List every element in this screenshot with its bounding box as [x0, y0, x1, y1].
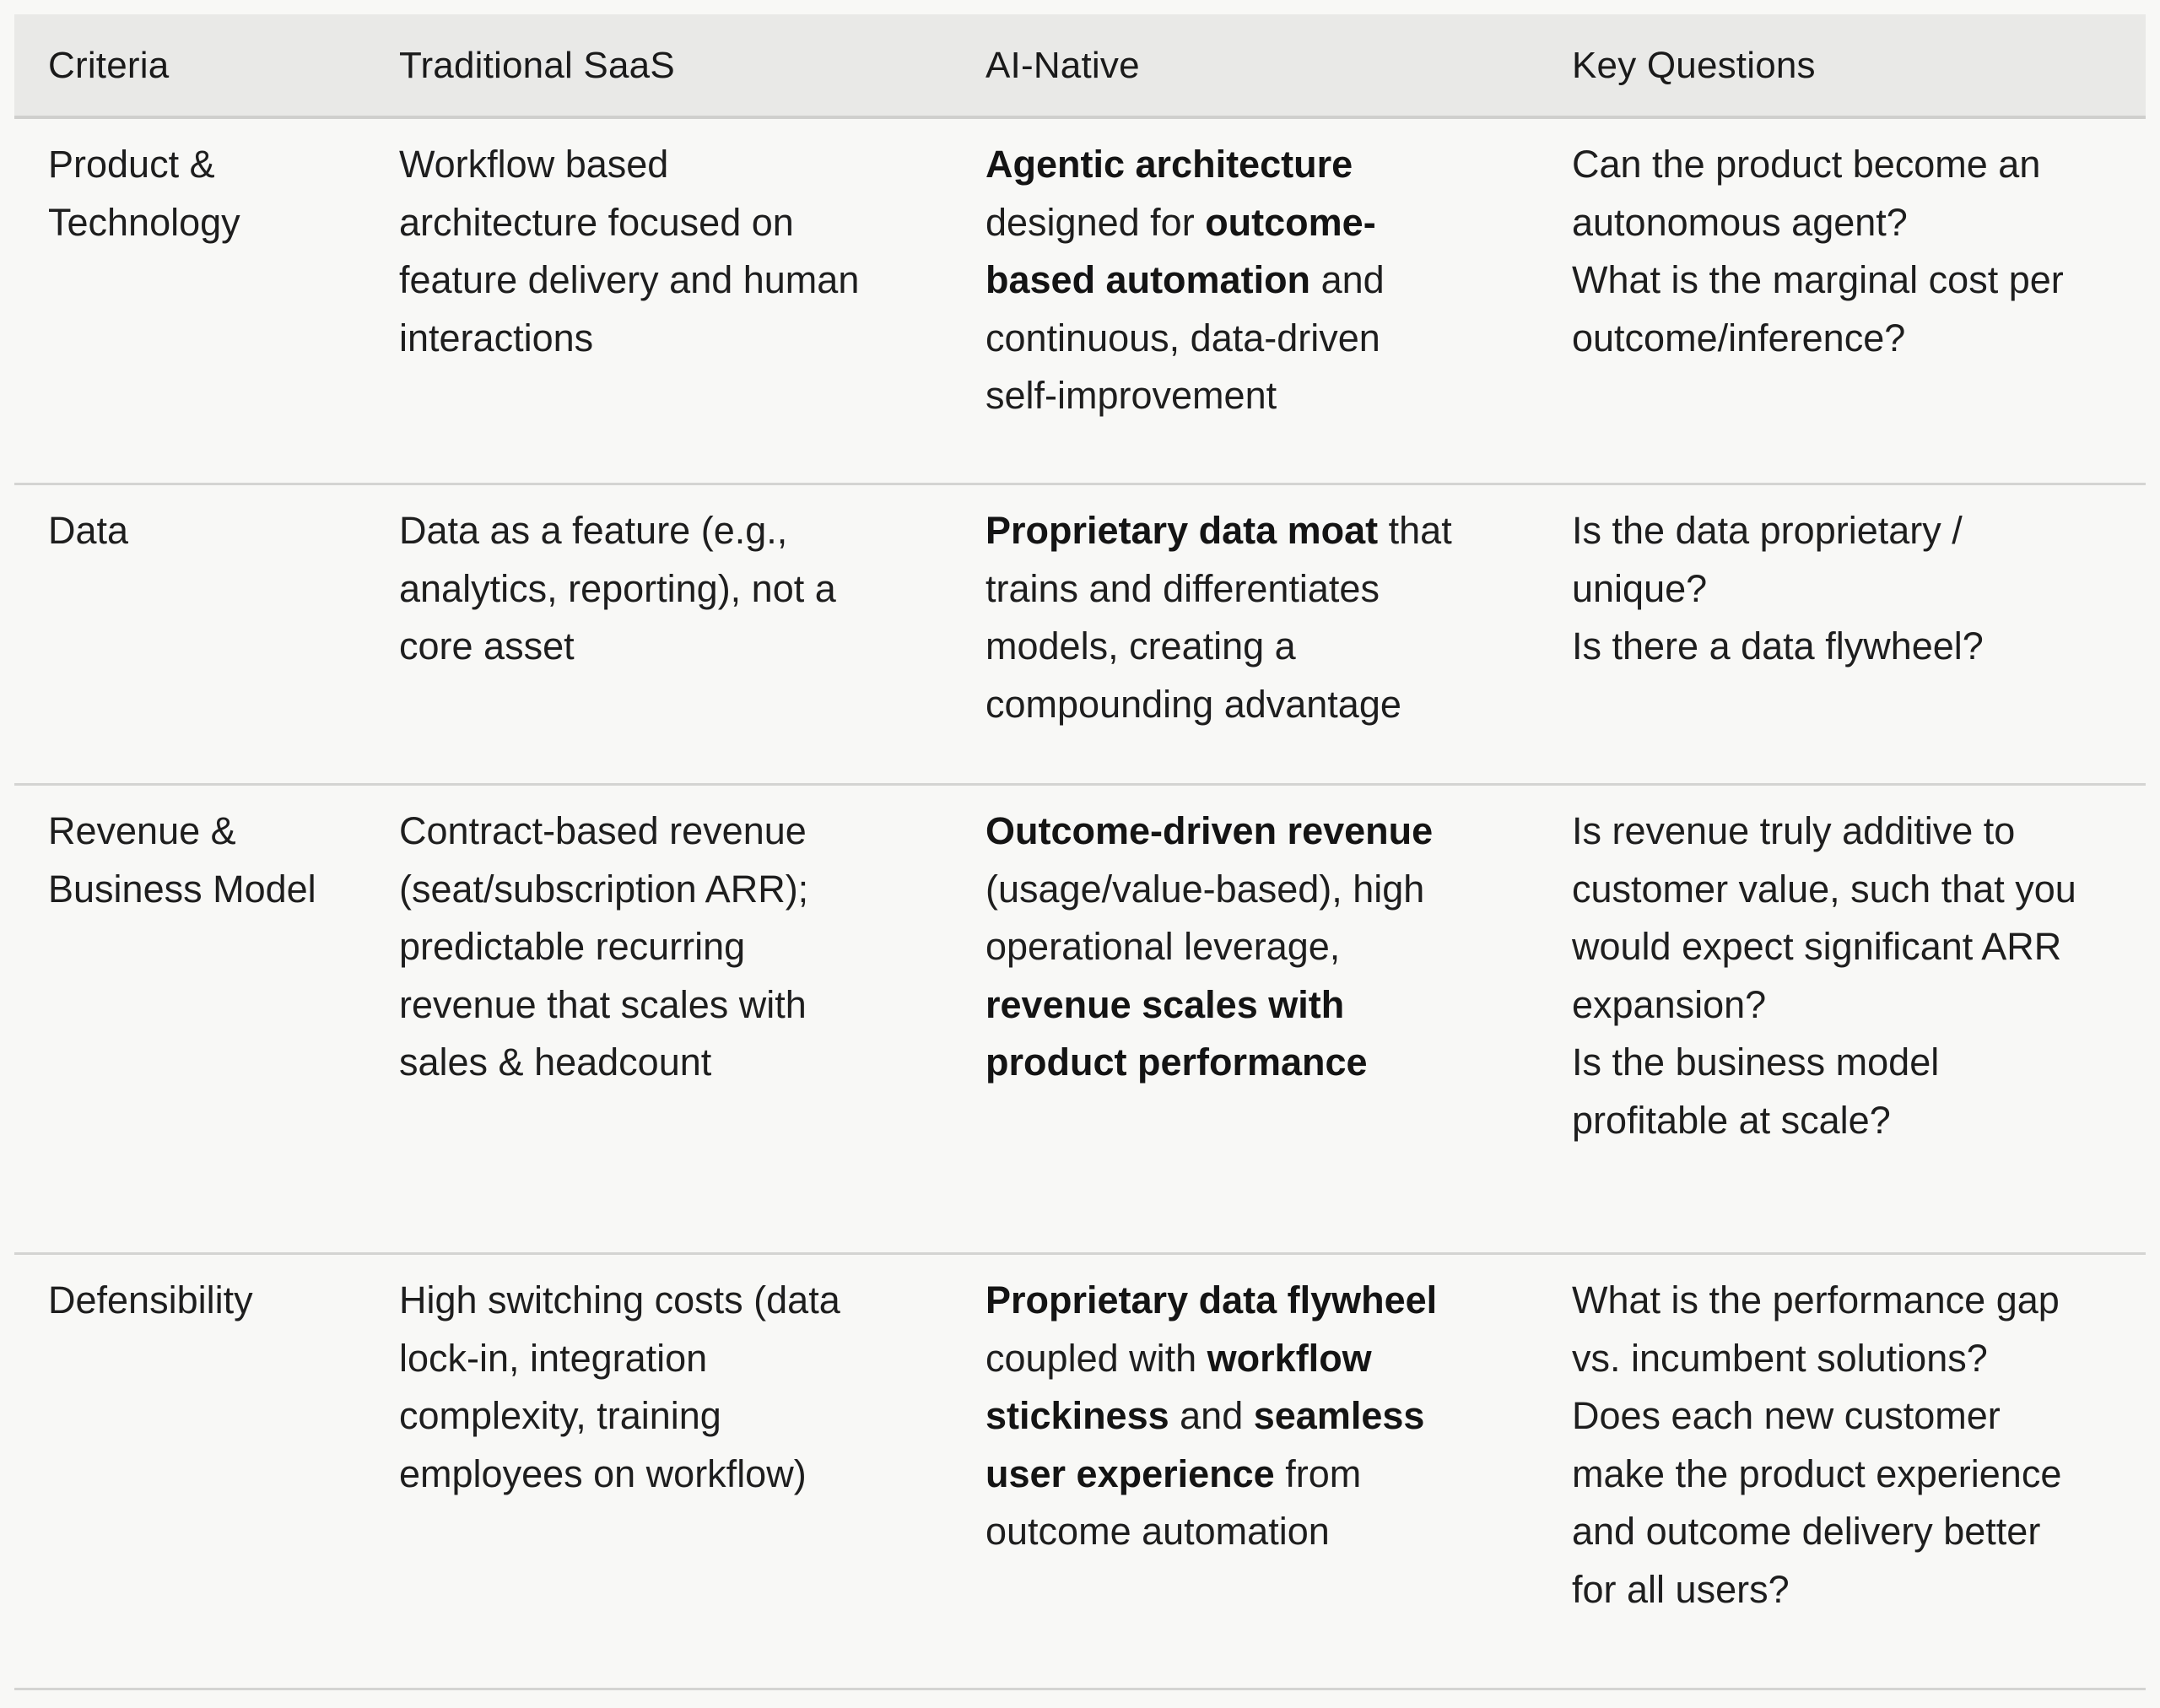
header-criteria: Criteria [48, 45, 170, 86]
body-text: designed for [986, 200, 1195, 244]
emphasis-text: Proprietary data flywheel [986, 1278, 1438, 1322]
key-questions-cell: Is revenue truly additive to customer value, such that you would expect significant ARR expansion? Is the business model profitable at scale? [1572, 809, 2076, 1142]
emphasis-text: Proprietary data moat [986, 509, 1379, 552]
table-header [14, 14, 2146, 119]
comparison-table [14, 14, 2146, 1690]
header-ai-native: AI-Native [986, 45, 1140, 86]
header-key-questions: Key Questions [1572, 45, 1816, 86]
body-text: and continuous, data-driven self-improvement [986, 258, 1385, 417]
body-text: and [1169, 1394, 1254, 1437]
header-traditional-saas: Traditional SaaS [399, 45, 675, 86]
emphasis-text: seamless user experience [986, 1394, 1425, 1495]
ai-native-cell [952, 136, 1538, 425]
emphasis-text: revenue scales with product performance [986, 982, 1368, 1084]
traditional-cell: Workflow based architecture focused on feature delivery and human interactions [399, 143, 860, 359]
table-row [14, 1255, 2146, 1690]
key-questions-cell: What is the performance gap vs. incumbent solutions? Does each new customer make the product experience and outcome delivery better for all users? [1572, 1278, 2062, 1611]
body-text: from outcome automation [986, 1451, 1362, 1553]
body-text: (usage/value-based), high operational leverage, [986, 867, 1425, 968]
table-row [14, 786, 2146, 1255]
ai-native-cell [952, 502, 1538, 733]
criteria-cell: Data [48, 509, 129, 552]
ai-native-cell [952, 1272, 1538, 1561]
criteria-cell: Defensibility [48, 1278, 253, 1322]
ai-native-cell [952, 803, 1538, 1092]
traditional-cell: Contract-based revenue (seat/subscription ARR); predictable recurring revenue that scales with sales & headcount [399, 809, 809, 1084]
emphasis-text: workflow stickiness [986, 1336, 1372, 1437]
traditional-cell: Data as a feature (e.g., analytics, reporting), not a core asset [399, 509, 836, 668]
key-questions-cell: Is the data proprietary / unique? Is there a data flywheel? [1572, 509, 1984, 668]
key-questions-cell: Can the product become an autonomous agent? What is the marginal cost per outcome/inference? [1572, 143, 2064, 359]
emphasis-text: Outcome-driven revenue [986, 809, 1434, 852]
criteria-cell: Product & Technology [48, 143, 240, 244]
emphasis-text: Agentic architecture [986, 143, 1353, 186]
table-row [14, 119, 2146, 485]
criteria-cell: Revenue & Business Model [48, 809, 316, 911]
emphasis-text: outcome- based automation [986, 200, 1376, 301]
table-row [14, 485, 2146, 786]
body-text: that trains and differentiates models, creating a compounding advantage [986, 509, 1452, 726]
body-text: coupled with [986, 1336, 1197, 1380]
traditional-cell: High switching costs (data lock-in, integration complexity, training employees on workflow) [399, 1278, 840, 1495]
